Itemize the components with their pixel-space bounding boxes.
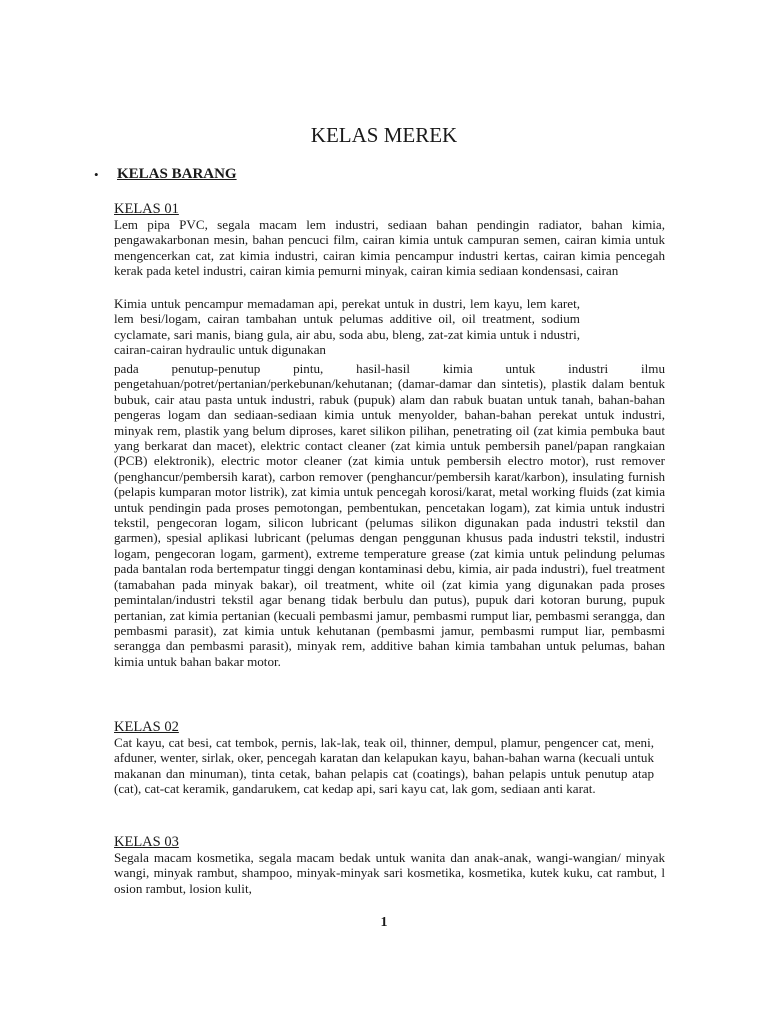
class-03-paragraph: Segala macam kosmetika, segala macam bedak untuk wanita dan anak-anak, wangi-wangian/ minyak wangi, minyak rambut, shampoo, minyak-minyak sari kosmetika, kosmetika, kutek kuku, cat rambut, l osion rambut, losion kulit, — [114, 850, 665, 896]
section-heading: KELAS BARANG — [117, 166, 237, 182]
class-01-paragraph-3: pada penutup-penutup pintu, hasil-hasil kimia untuk industri ilmu pengetahuan/potret/pertanian/perkebunan/kehutanan; (damar-damar dan sintetis), plastik dalam bentuk bubuk, cair atau pasta untuk industri, rabuk (pupuk) alam dan rabuk buatan untuk tanah, bahan-bahan pengeras logam dan sediaan-sediaan kimia untuk menyolder, bahan-bahan perekat untuk industri, minyak rem, plastik yang belum diproses, karet silikon pilihan, penetrating oil (zat kimia pembuka baut yang berkarat dan macet), elektric contact cleaner (zat kimia untuk pembersih panel/papan rangkaian (PCB) elektronik), electric motor cleaner (zat kimia untuk pembersih electro motor), rust remover (penghancur/pembersih karat), carbon remover (penghancur/pembersih karat/karbon), insulating furnish (pelapis kumparan motor listrik), zat kimia untuk pencegah korosi/karat, metal working fluids (zat kimia untuk pendingin pada proses pemotongan, pembentukan, pencetakan logam), zat kimia untuk industri tekstil, pengecoran logam, silicon lubricant (pelumas silikon digunakan pada industri tekstil dan garmen), spesial aplikasi lubricant (pelumas dengan penggunan khusus pada industri tekstil, industri logam, pengecoran logam, garment), extreme temperature grease (zat kimia untuk pelindung pelumas pada bantalan roda bertempatur tinggi dengan kontaminasi debu, kimia, air pada industri), fuel treatment (tamabahan pada minyak bakar), oil treatment, white oil (zat kimia yang digunakan pada proses pemintalan/industri tekstil agar benang tidak berbulu dan putus), pupuk dari kotoran burung, pupuk pertanian, zat kimia pertanian (kecuali pembasmi jamur, pembasmi rumput liar, pembasmi serangga, dan pembasmi parasit), zat kimia untuk kehutanan (pembasmi jamur, pembasmi rumput liar, pembasmi serangga dan pembasmi parasit), minyak rem, additive bahan kimia tambahan untuk pelumas, bahan kimia untuk bahan bakar motor. — [114, 361, 665, 669]
class-01-paragraph-1: Lem pipa PVC, segala macam lem industri, sediaan bahan pendingin radiator, bahan kimia, pengawakarbonan mesin, bahan pencuci film, cairan kimia untuk campuran semen, cairan kimia untuk mengencerkan cat, zat kimia industri, cairan kimia pencampur industri kertas, cairan kimia pencegah kerak pada ketel industri, cairan kimia pemurni minyak, cairan kimia sediaan kondensasi, cairan — [114, 217, 665, 279]
class-heading-03: KELAS 03 — [114, 834, 179, 850]
document-title: KELAS MEREK — [310, 123, 458, 147]
class-heading-02: KELAS 02 — [114, 719, 179, 735]
class-heading-01: KELAS 01 — [114, 201, 179, 217]
class-02-paragraph: Cat kayu, cat besi, cat tembok, pernis, lak-lak, teak oil, thinner, dempul, plamur, pengencer cat, meni, afduner, wenter, sirlak, oker, pencegah karatan dan kelapukan kayu, bahan-bahan warna (kecuali untuk makanan dan minuman), tinta cetak, bahan pelapis cat (coatings), bahan pelapis untuk penutup atap (cat), cat-cat keramik, gandarukem, cat kedap api, sari kayu cat, lak gom, sediaan anti karat. — [114, 735, 654, 797]
bullet-icon: • — [94, 167, 99, 182]
page-number: 1 — [380, 915, 388, 930]
class-01-paragraph-2: Kimia untuk pencampur memadaman api, perekat untuk in dustri, lem kayu, lem karet, lem besi/logam, cairan tambahan untuk pelumas additive oil, oil treatment, sodium cyclamate, sari manis, biang gula, air abu, soda abu, bleng, zat-zat kimia untuk i ndustri, cairan-cairan hydraulic untuk digunakan — [114, 296, 580, 358]
